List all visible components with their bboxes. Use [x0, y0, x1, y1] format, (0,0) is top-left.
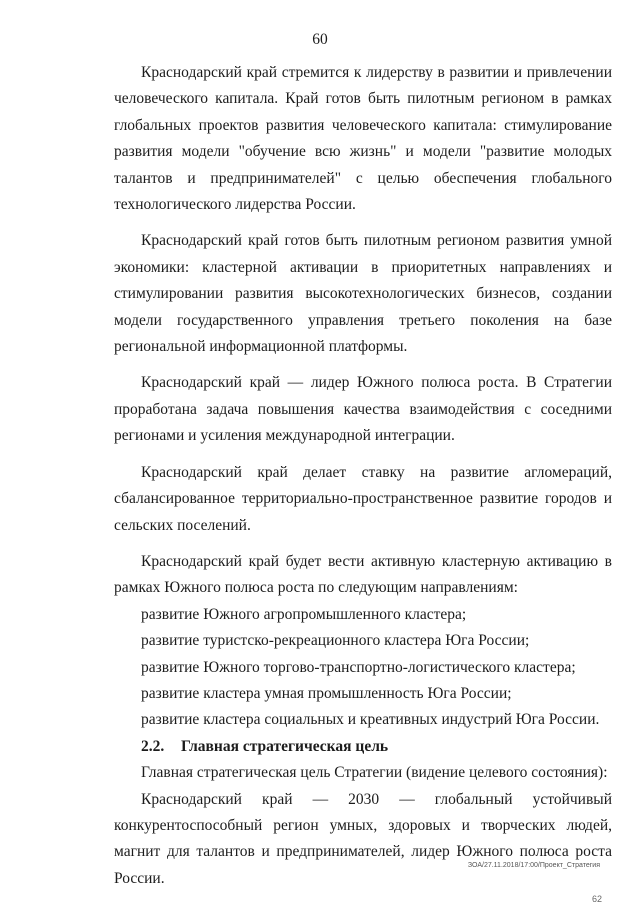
paragraph-human-capital: Краснодарский край стремится к лидерству в развитии и привлечении человеческого капитала. Край готов быть пилотным регионом в рамках глобальных проектов развития человеческого капитала: стимулирование развития модели "обучение всю жизнь" и модели "развитие молодых талантов и предпринимателей" с целью обеспечения глобального технологического лидерства России. — [114, 64, 612, 214]
page-number: 60 — [312, 31, 328, 48]
list-item-agro-cluster: развитие Южного агропромышленного кластера; — [141, 605, 467, 623]
paragraph-cluster-activation: Краснодарский край будет вести активную кластерную активацию в рамках Южного полюса роста по следующим направлениям: — [114, 552, 612, 597]
list-item-tourism-cluster: развитие туристско-рекреационного кластера Юга России; — [141, 632, 530, 650]
goal-statement: Краснодарский край — 2030 — глобальный устойчивый конкурентоспособный регион умных, здоровых и творческих людей, магнит для талантов и предпринимателей, лидер Южного полюса роста России. — [114, 790, 612, 887]
section-number: 2.2. — [141, 737, 165, 755]
list-item-smart-industry-cluster: развитие кластера умная промышленность Юга России; — [141, 684, 512, 702]
footer-file-stamp: ЗОА/27.11.2018/17:00/Проект_Стратегия — [467, 862, 600, 869]
list-item-creative-cluster: развитие кластера социальных и креативных индустрий Юга России. — [141, 711, 600, 729]
paragraph-southern-pole: Краснодарский край — лидер Южного полюса роста. В Стратегии проработана задача повышения качества взаимодействия с соседними регионами и усиления международной интеграции. — [114, 374, 612, 445]
section-heading — [114, 734, 612, 760]
corner-page-mark: 62 — [591, 894, 602, 904]
paragraph-smart-economy: Краснодарский край готов быть пилотным регионом развития умной экономики: кластерной активации в приоритетных направлениях и стимулировании развития высокотехнологических бизнесов, создании модели государственного управления третьего поколения на базе региональной информационной платформы. — [114, 232, 612, 356]
section-title: Главная стратегическая цель — [181, 737, 389, 755]
list-item-logistics-cluster: развитие Южного торгово-транспортно-логистического кластера; — [141, 658, 576, 676]
paragraph-agglomerations: Краснодарский край делает ставку на развитие агломераций, сбалансированное территориально-пространственное развитие городов и сельских поселений. — [114, 463, 612, 534]
goal-intro: Главная стратегическая цель Стратегии (видение целевого состояния): — [141, 764, 608, 782]
document-body — [114, 60, 612, 892]
